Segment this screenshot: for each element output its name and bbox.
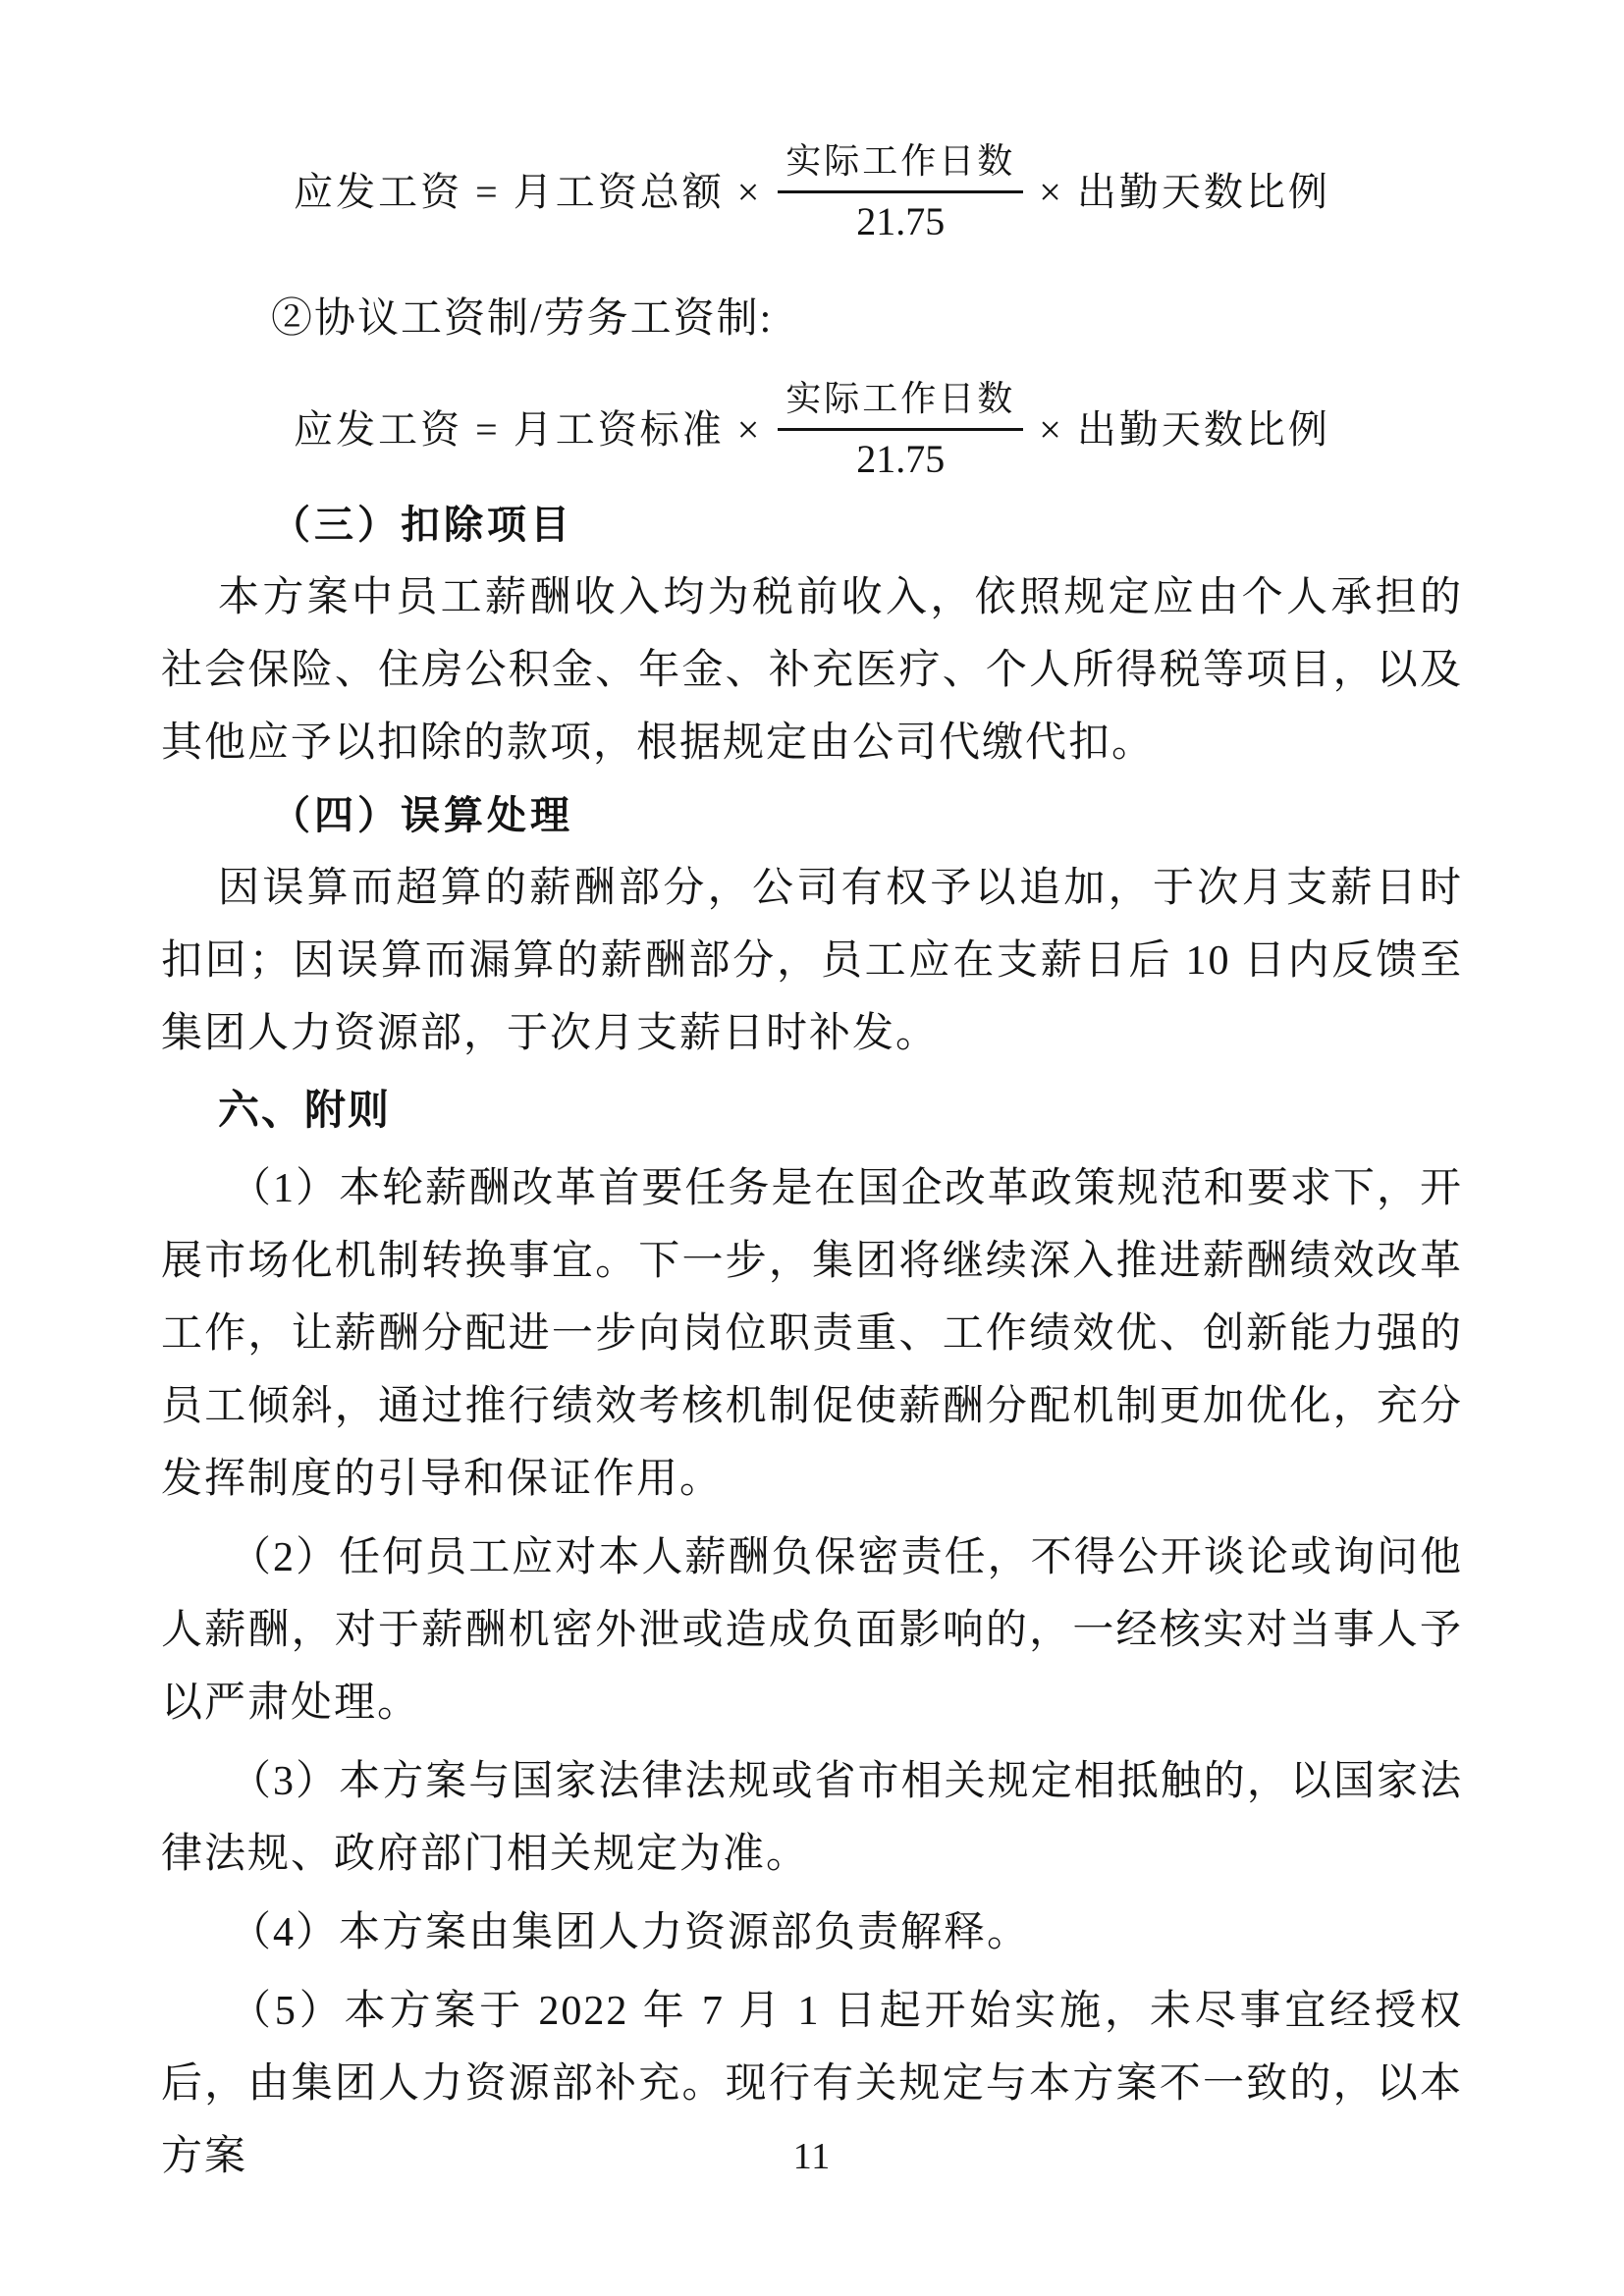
- formula-1-lhs: 应发工资 = 月工资总额 ×: [294, 169, 763, 214]
- formula-1-rhs: × 出勤天数比例: [1039, 169, 1330, 214]
- annex-item-4: （4）本方案由集团人力资源部负责解释。: [230, 1910, 1031, 1955]
- formula-1-denominator: 21.75: [856, 198, 946, 243]
- section-heading-annex: 六、附则: [218, 1087, 392, 1133]
- paragraph-miscalculation: 因误算而超算的薪酬部分，公司有权予以追加，于次月支薪日时扣回；因误算而漏算的薪酬部分，员工应在支薪日后 10 日内反馈至集团人力资源部，于次月支薪日时补发。: [161, 866, 1463, 1056]
- annex-item-2: （2）任何员工应对本人薪酬负保密责任，不得公开谈论或询问他人薪酬，对于薪酬机密外泄或造成负面影响的，一经核实对当事人予以严肃处理。: [161, 1535, 1463, 1726]
- paragraph-deduction: 本方案中员工薪酬收入均为税前收入，依照规定应由个人承担的社会保险、住房公积金、年金、补充医疗、个人所得税等项目，以及其他应予以扣除的款项，根据规定由公司代缴代扣。: [161, 575, 1463, 766]
- formula-2-fraction: [778, 371, 1023, 482]
- annex-item-5: （5）本方案于 2022 年 7 月 1 日起开始实施，未尽事宜经授权后，由集团人力资源部补充。现行有关规定与本方案不一致的，以本方案: [161, 1989, 1463, 2179]
- formula-2-numerator: 实际工作日数: [778, 371, 1023, 431]
- annex-item-1: （1）本轮薪酬改革首要任务是在国企改革政策规范和要求下，开展市场化机制转换事宜。下一步，集团将继续深入推进薪酬绩效改革工作，让薪酬分配进一步向岗位职责重、工作绩效优、创新能力强的员工倾斜，通过推行绩效考核机制促使薪酬分配机制更加优化，充分发挥制度的引导和保证作用。: [161, 1166, 1463, 1502]
- section-heading-miscalculation: （四）误算处理: [271, 793, 573, 837]
- section-heading-deduction: （三）扣除项目: [271, 503, 573, 547]
- formula-gross-salary-monthly-total: [161, 122, 1463, 255]
- formula-2-lhs: 应发工资 = 月工资标准 ×: [294, 406, 763, 452]
- formula-gross-salary-monthly-standard: [161, 363, 1463, 489]
- formula-1-numerator: 实际工作日数: [778, 133, 1023, 193]
- formula-2-denominator: 21.75: [856, 436, 946, 481]
- annex-item-3: （3）本方案与国家法律法规或省市相关规定相抵触的，以国家法律法规、政府部门相关规定为准。: [161, 1759, 1463, 1877]
- page-number: 11: [792, 2136, 832, 2177]
- clause-2-label: ②协议工资制/劳务工资制:: [271, 296, 774, 342]
- formula-2-rhs: × 出勤天数比例: [1039, 406, 1330, 452]
- formula-1-fraction: [778, 133, 1023, 244]
